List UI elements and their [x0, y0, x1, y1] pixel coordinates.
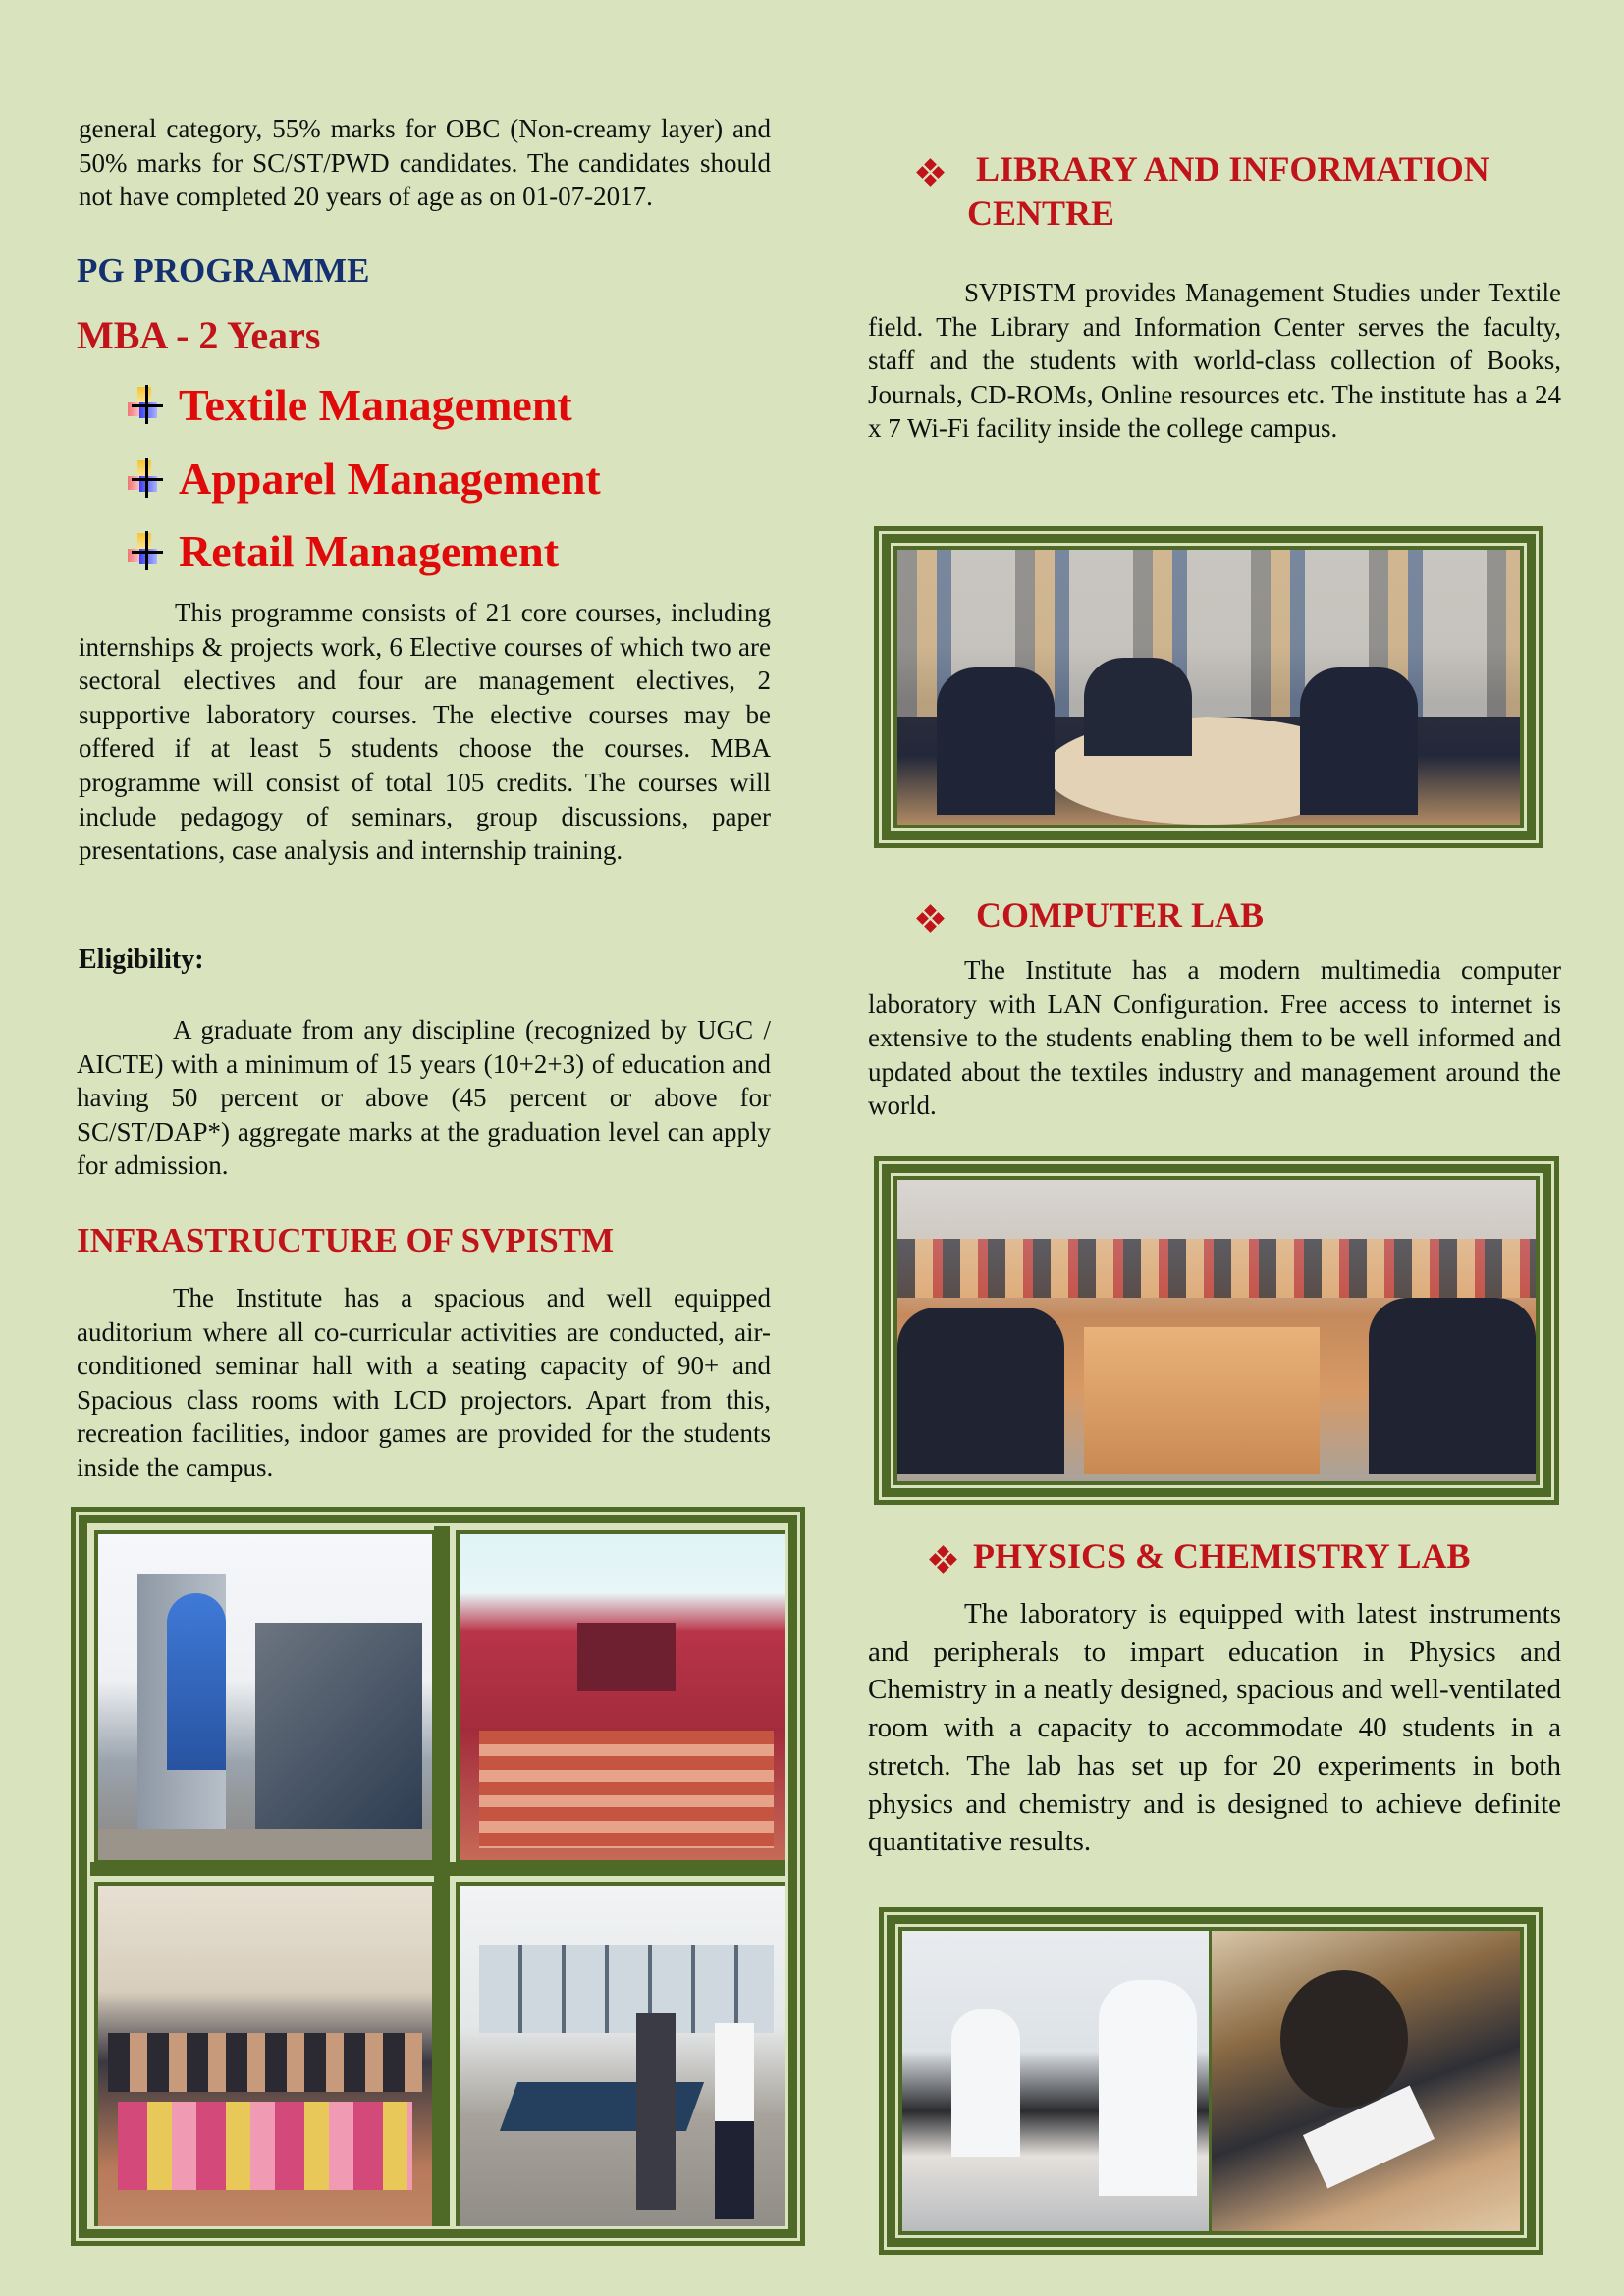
infrastructure-paragraph: The Institute has a spacious and well equipped auditorium where all co-curricular activities are conducted, air-conditioned seminar hall with a seating capacity of 90+ and Spacious class rooms with LCD projectors. Apart from this, recreation facilities, indoor games are provided for the students inside the campus.: [77, 1283, 771, 1482]
programme-label: Apparel Management: [179, 453, 601, 504]
physics-chemistry-lab-photo-frame: [879, 1907, 1543, 2255]
chemistry-lab-photo: [902, 1931, 1212, 2231]
diamond-bullet-icon: [918, 906, 944, 932]
infrastructure-photo-grid: [71, 1507, 805, 2246]
classroom-photo: [94, 1882, 436, 2226]
physics-chemistry-lab-paragraph: The laboratory is equipped with latest instruments and peripherals to impart education in Physics and Chemistry in a neatly designed, spacious and well-ventilated room with a capacity to accommodate 40 students in a stretch. The lab has set up for 20 experiments in both physics and chemistry and is designed to achieve definite quantitative results.: [868, 1598, 1561, 1858]
table-tennis-photo: [456, 1882, 785, 2226]
library-paragraph: SVPISTM provides Management Studies under Textile field. The Library and Information Center serves the faculty, staff and the students with world-class collection of Books, Journals, CD-ROMs, Online resources etc. The institute has a 24 x 7 Wi-Fi facility inside the college campus.: [868, 278, 1561, 444]
mba-heading: MBA - 2 Years: [77, 313, 321, 357]
computer-lab-photo: [897, 1180, 1536, 1481]
computer-lab-photo-frame: [874, 1156, 1559, 1505]
programme-item-retail: [126, 523, 559, 578]
computer-lab-paragraph: The Institute has a modern multimedia computer laboratory with LAN Configuration. Free access to internet is extensive to the students enabling them to be well informed and updated about the textiles industry and management around the world.: [868, 955, 1561, 1121]
programme-item-apparel: [126, 451, 601, 506]
seminar-hall-photo: [456, 1530, 785, 1864]
physics-chemistry-lab-heading: PHYSICS & CHEMISTRY LAB: [931, 1534, 1470, 1577]
programme-label: Retail Management: [179, 525, 560, 576]
building-photo: [94, 1530, 436, 1864]
computer-lab-heading: COMPUTER LAB: [918, 893, 1264, 936]
pg-programme-heading: PG PROGRAMME: [77, 251, 370, 290]
plus-bullet-icon: [126, 458, 165, 498]
library-photo-frame: [874, 526, 1543, 848]
plus-bullet-icon: [126, 385, 165, 424]
physics-lab-photo: [1212, 1931, 1521, 2231]
library-heading: LIBRARY AND INFORMATION: [918, 147, 1489, 190]
grid-divider: [434, 1526, 450, 2226]
eligibility-paragraph: A graduate from any discipline (recognized by UGC / AICTE) with a minimum of 15 years (10+2+3) of education and having 50 percent or above (45 percent or above for SC/ST/DAP*) aggregate marks at the graduation level can apply for admission.: [77, 1015, 771, 1181]
library-heading-line2: CENTRE: [967, 193, 1115, 233]
intro-paragraph: general category, 55% marks for OBC (Non-creamy layer) and 50% marks for SC/ST/PWD candidates. The candidates should not have completed 20 years of age as on 01-07-2017.: [79, 114, 771, 212]
diamond-bullet-icon: [918, 160, 944, 186]
plus-bullet-icon: [126, 531, 165, 570]
eligibility-heading: Eligibility:: [79, 944, 204, 975]
library-photo: [897, 550, 1520, 825]
programme-paragraph: This programme consists of 21 core courses, including internships & projects work, 6 Elective courses of which two are sectoral electives and four are management electives, 2 supportive laboratory courses. The elective courses may be offered if at least 5 students choose the courses. MBA programme will consist of total 105 credits. The courses will include pedagogy of seminars, group discussions, paper presentations, case analysis and internship training.: [79, 598, 771, 866]
programme-item-textile: [126, 377, 572, 432]
grid-divider: [90, 1862, 785, 1876]
diamond-bullet-icon: [931, 1547, 956, 1573]
infrastructure-heading: INFRASTRUCTURE OF SVPISTM: [77, 1221, 615, 1259]
programme-label: Textile Management: [179, 379, 572, 430]
